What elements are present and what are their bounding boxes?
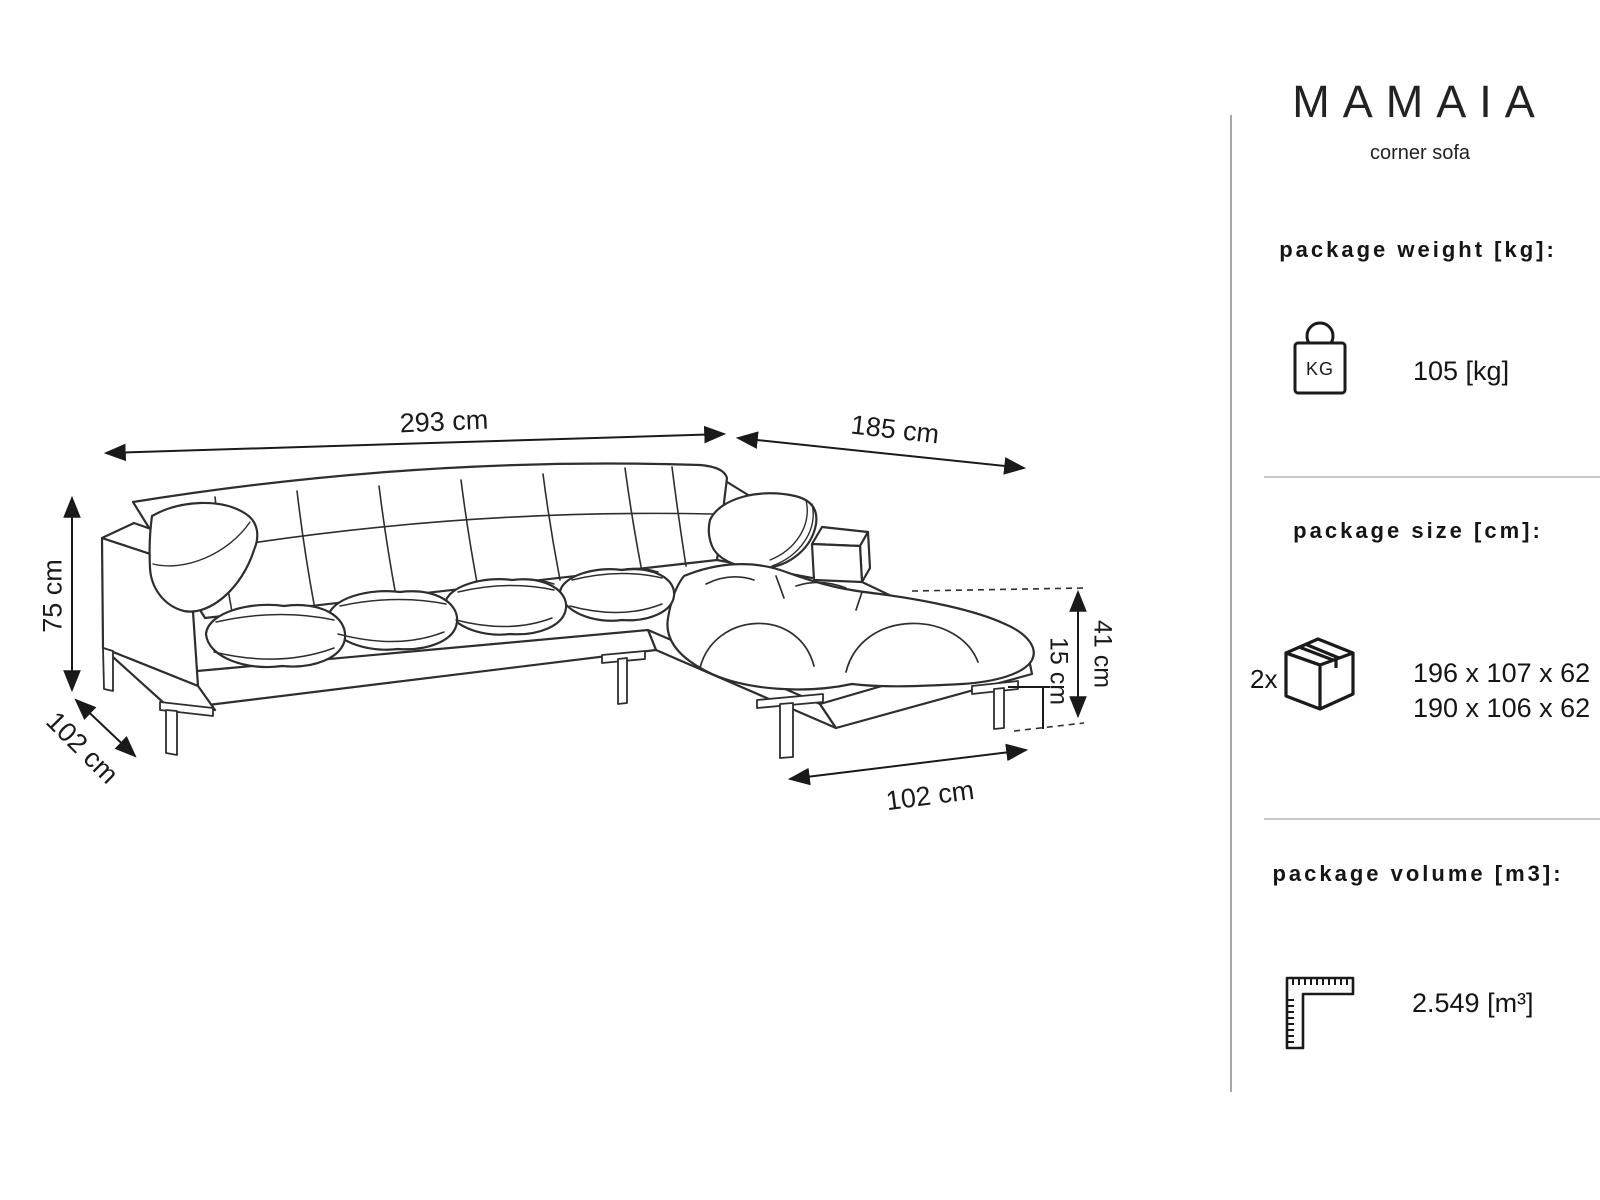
- dashed-projection-top: [912, 588, 1084, 591]
- dimension-arrow-chaise-length: [790, 750, 1026, 779]
- product-title: MAMAIA: [1292, 76, 1548, 127]
- ruler-icon: [1283, 972, 1357, 1052]
- dimension-label-leg-height: 15 cm: [1044, 636, 1073, 706]
- section-divider-2: [1264, 818, 1600, 820]
- dimension-label-backrest-height: 41 cm: [1088, 619, 1117, 689]
- kg-badge-text: KG: [1305, 359, 1335, 379]
- package-quantity: 2x: [1250, 664, 1278, 694]
- size-section-label: package size [cm]:: [1293, 518, 1543, 543]
- package-box-icon: [1280, 632, 1358, 714]
- dimension-label-chaise-length: 102 cm: [884, 774, 976, 817]
- volume-value: 2.549 [m³]: [1412, 988, 1534, 1018]
- weight-section-label: package weight [kg]:: [1279, 237, 1557, 262]
- section-divider-1: [1264, 476, 1600, 478]
- dimension-label-total-depth: 185 cm: [849, 409, 941, 450]
- size-value-line-2: 190 x 106 x 62: [1413, 693, 1591, 723]
- kg-weight-icon: [1288, 316, 1352, 400]
- dashed-projection-bottom: [1014, 723, 1084, 731]
- dimension-label-side-depth: 102 cm: [40, 705, 125, 790]
- size-value-line-1: 196 x 107 x 62: [1413, 658, 1591, 688]
- volume-section-label: package volume [m3]:: [1272, 861, 1564, 886]
- sidebar-separator: [1230, 115, 1232, 1092]
- product-subtitle: corner sofa: [1369, 142, 1471, 164]
- sofa-group: [102, 464, 1034, 758]
- dimension-label-total-width: 293 cm: [399, 404, 489, 439]
- dimension-label-height: 75 cm: [37, 559, 68, 633]
- weight-value: 105 [kg]: [1413, 356, 1510, 386]
